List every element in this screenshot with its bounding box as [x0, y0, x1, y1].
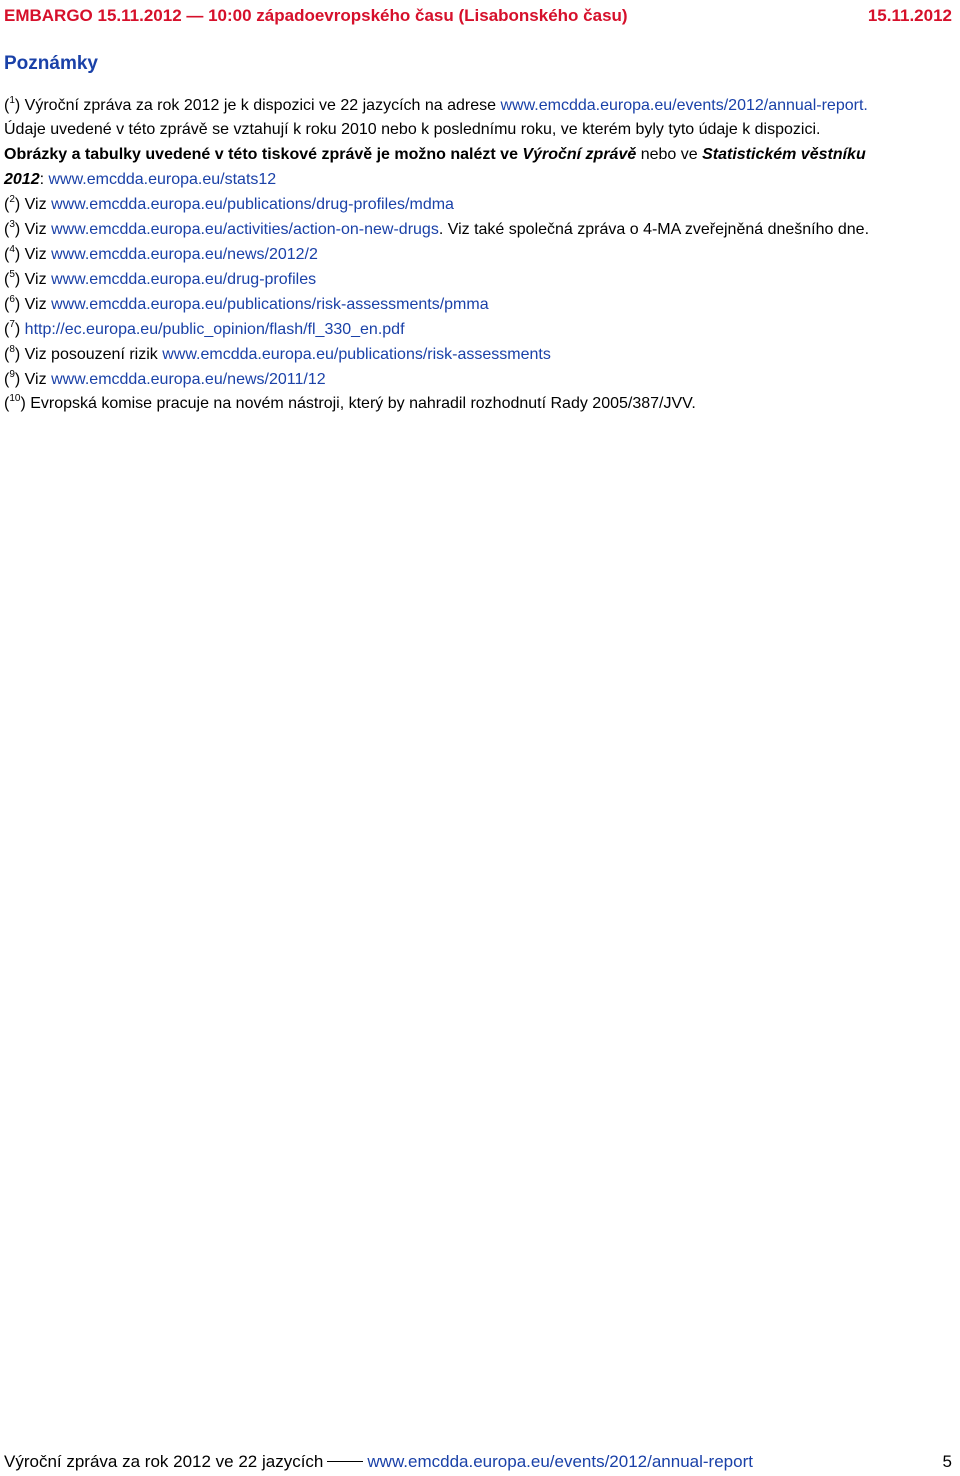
- footnote-link[interactable]: www.emcdda.europa.eu/publications/risk-assessments/pmma: [51, 296, 489, 313]
- footnote-link[interactable]: www.emcdda.europa.eu/publications/drug-profiles/mdma: [51, 196, 454, 213]
- footnote-1-line-3: [4, 145, 866, 165]
- footnote-6: ($^6$) Viz www.emcdda.europa.eu/publications/risk-assessments/pmma: [4, 294, 489, 313]
- footnote-link[interactable]: www.emcdda.europa.eu/stats12: [48, 171, 277, 188]
- footnote-text: Viz: [24, 296, 47, 313]
- footnote-text: Obrázky a tabulky uvedené v této tiskové zprávě je možno nalézt ve: [4, 146, 518, 163]
- statistical-bulletin-title: Statistickém věstníku: [702, 146, 866, 163]
- statistical-bulletin-year: 2012: [4, 171, 40, 188]
- footer-link[interactable]: www.emcdda.europa.eu/events/2012/annual-report: [367, 1452, 753, 1471]
- footer-text: Výroční zpráva za rok 2012 ve 22 jazycích: [4, 1452, 324, 1471]
- footnote-link[interactable]: http://ec.europa.eu/public_opinion/flash/fl_330_en.pdf: [24, 321, 405, 338]
- footnote-number: 6: [9, 294, 15, 305]
- footnote-10: ($^{10}$) Evropská komise pracuje na novém nástroji, který by nahradil rozhodnutí Rady 2005/387/JVV.: [4, 393, 696, 412]
- page-footer: [4, 1452, 952, 1474]
- footnote-number: 7: [9, 319, 15, 330]
- footnote-link[interactable]: www.emcdda.europa.eu/news/2011/12: [51, 371, 326, 388]
- footnote-number: 9: [9, 369, 15, 380]
- footnote-link[interactable]: www.emcdda.europa.eu/drug-profiles: [51, 271, 317, 288]
- footnote-1-line-2: [4, 120, 820, 140]
- footnote-number: 1: [9, 95, 15, 106]
- footnote-4: ($^4$) Viz www.emcdda.europa.eu/news/2012/2: [4, 244, 318, 263]
- footnote-number: 3: [9, 219, 15, 230]
- footnote-1: ($^1$) Výroční zpráva za rok 2012 je k dispozici ve 22 jazycích na adrese www.emcdda.europa.eu/events/2012/annual-report.: [4, 95, 868, 114]
- footnote-link[interactable]: www.emcdda.europa.eu/publications/risk-assessments: [162, 346, 551, 363]
- page-title: Poznámky: [4, 53, 98, 74]
- footnote-text: Viz: [24, 271, 47, 288]
- footnote-number: 2: [9, 194, 15, 205]
- footnote-link[interactable]: www.emcdda.europa.eu/activities/action-on-new-drugs: [51, 221, 439, 238]
- footnote-link[interactable]: www.emcdda.europa.eu/news/2012/2: [51, 246, 318, 263]
- footnote-text: nebo ve: [640, 146, 698, 163]
- footnote-number: 10: [9, 393, 21, 404]
- footer-citation: [4, 1452, 753, 1472]
- footnote-number: 4: [9, 244, 15, 255]
- header-date: 15.11.2012: [867, 6, 952, 25]
- embargo-header: [4, 2, 952, 28]
- footnote-link[interactable]: www.emcdda.europa.eu/events/2012/annual-report.: [500, 97, 868, 114]
- footnote-number: 5: [9, 269, 15, 280]
- footnote-1-line-4: [4, 170, 276, 190]
- footnote-text: Viz: [24, 221, 47, 238]
- footnote-text: Viz: [24, 371, 47, 388]
- footnote-text: :: [39, 171, 45, 188]
- footnote-2: ($^2$) Viz www.emcdda.europa.eu/publications/drug-profiles/mdma: [4, 194, 454, 213]
- footnote-5: ($^5$) Viz www.emcdda.europa.eu/drug-profiles: [4, 269, 317, 288]
- footnote-number: 8: [9, 344, 15, 355]
- footnote-3: ($^3$) Viz www.emcdda.europa.eu/activities/action-on-new-drugs. Viz také společná zpráva o 4-MA zveřejněná dnešního dne.: [4, 219, 870, 238]
- footnote-text: Údaje uvedené v této zprávě se vztahují k roku 2010 nebo k poslednímu roku, ve kterém byly tyto údaje k dispozici.: [4, 121, 821, 138]
- footnote-7: ($^7$) http://ec.europa.eu/public_opinion/flash/fl_330_en.pdf: [4, 319, 405, 338]
- footnote-9: ($^9$) Viz www.emcdda.europa.eu/news/2011/12: [4, 369, 326, 388]
- footnote-text: Výroční zpráva za rok 2012 je k dispozici ve 22 jazycích na adrese: [24, 97, 497, 114]
- footnote-text: Evropská komise pracuje na novém nástroji, který by nahradil rozhodnutí Rady 2005/387/JVV.: [30, 395, 696, 412]
- footnote-text: . Viz také společná zpráva o 4-MA zveřejněná dnešního dne.: [438, 221, 870, 238]
- footnote-8: ($^8$) Viz posouzení rizik www.emcdda.europa.eu/publications/risk-assessments: [4, 344, 551, 363]
- embargo-notice: EMBARGO 15.11.2012 — 10:00 západoevropského času (Lisabonského času): [4, 6, 628, 25]
- footer-dash: [327, 1461, 363, 1462]
- annual-report-title: Výroční zprávě: [522, 146, 637, 163]
- footnote-text: Viz: [24, 196, 47, 213]
- footnote-text: Viz posouzení rizik: [24, 346, 158, 363]
- footnote-text: Viz: [24, 246, 47, 263]
- page-number: 5: [942, 1452, 952, 1471]
